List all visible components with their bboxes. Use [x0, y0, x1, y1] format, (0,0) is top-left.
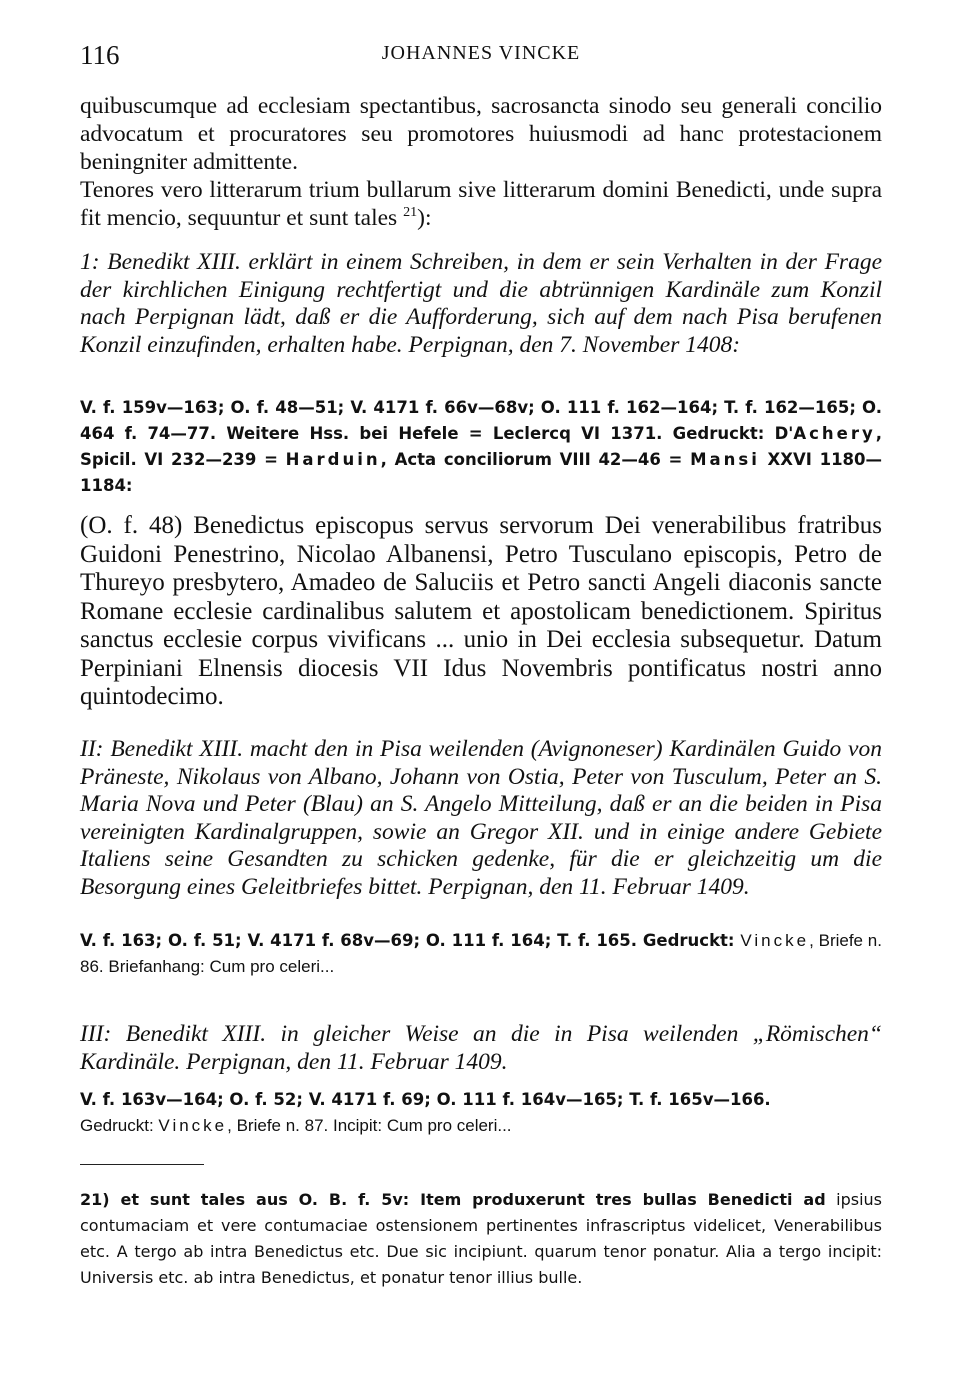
source-text: V. f. 163; O. f. 51; V. 4171 f. 68v—69; O. 111 f. 164; T. f. 165. Gedruckt:	[80, 931, 735, 950]
author-vincke: Vincke	[158, 1116, 228, 1135]
section-1-source-list	[80, 395, 882, 499]
section-3	[80, 1021, 882, 1076]
footnote-divider	[80, 1164, 204, 1165]
section-3-source-list	[80, 1087, 882, 1139]
section-3-heading: III: Benedikt XIII. in gleicher Weise an die in Pisa weilenden „Römischen“ Kardinäle. Perpignan, den 11. Februar 1409.	[80, 1021, 882, 1075]
author-achery: Achery	[793, 424, 876, 443]
source-text: V. f. 159v—163; O. f. 48—51; V. 4171 f. 66v—68v; O. 111 f. 162—164; T. f. 162—165; O. 464 f. 74—77. Weitere Hss. bei Hefele = Leclercq VI 1371. Gedruckt: D'	[80, 398, 882, 443]
intro-paragraph-1: quibuscumque ad ecclesiam spectantibus, sacrosancta sinodo seu generali concilio advocatum et procuratores seu promotores huiusmodi ad hanc protestacionem beningniter admittente.	[80, 93, 882, 175]
section-3-sources	[80, 1087, 882, 1139]
running-title: JOHANNES VINCKE	[381, 42, 581, 64]
letter-text: (O. f. 48) Benedictus episcopus servus servorum Dei venerabilibus fratribus Guidoni Penestrino, Nicolao Albanensi, Petro Tusculano episcopis, Petro de Thureyo presbytero, Amadeo de Saluciis et Petro sancti Angeli diaconis sancte Romane ecclesie cardinalibus salutem et apostolicam benedictionem. Spiritus sanctus ecclesie corpus vivificans ... unio in Dei ecclesia subsequetur. Datum Perpiniani Elnensis diocesis VII Idus Novembris pontificatus nostri anno quintodecimo.	[80, 512, 882, 710]
source-text: , Briefe n. 87. Incipit: Cum pro celeri...	[227, 1116, 512, 1135]
intro-paragraph-2	[80, 176, 882, 232]
footnote-text	[80, 1187, 882, 1291]
section-1-letter	[80, 512, 882, 712]
footnote-body: ipsius contumaciam et vere contumaciae ostensionem pertinentes infrascriptus videlicet, Venerabilibus etc. A tergo ab intra Benedictus etc. Due sic incipiunt. quarum tenor ponatur. Alia a tergo incipit: Universis etc. ab intra Benedictus, et ponatur tenor illius bulle.	[80, 1190, 882, 1287]
author-vincke: Vincke	[740, 931, 810, 950]
section-2-source-list	[80, 928, 882, 980]
source-text: Gedruckt:	[80, 1116, 159, 1135]
footnote-lead: 21) et sunt tales aus O. B. f. 5v: Item produxerunt tres bullas Benedicti ad	[80, 1190, 826, 1209]
source-text: , Briefe n. 86. Briefanhang: Cum pro celeri...	[80, 931, 882, 976]
section-1-sources	[80, 395, 882, 499]
page-header	[80, 40, 882, 72]
footnote-21	[80, 1187, 882, 1291]
intro-paragraph-2-end: ):	[417, 205, 432, 231]
section-2-heading: II: Benedikt XIII. macht den in Pisa weilenden (Avignoneser) Kardinälen Guido von Präneste, Nikolaus von Albano, Johann von Ostia, Peter von Tusculum, Peter an S. Maria Nova und Peter (Blau) an S. Angelo Mitteilung, daß er an die beiden in Pisa vereinigten Kardinalgruppen, sowie an Gregor XII. und in einige andere Gebiete Italiens seine Gesandten zu schicken gedenke, für die er gleichzeitig um die Besorgung eines Geleitbriefes bittet. Perpignan, den 11. Februar 1409.	[80, 736, 882, 900]
section-1-heading: 1: Benedikt XIII. erklärt in einem Schreiben, in dem er sein Verhalten in der Frage der kirchlichen Einigung rechtfertigt und die abtrünnigen Kardinäle zum Konzil nach Perpignan lädt, daß er die Aufforderung, sich auf dem nach Pisa berufenen Konzil einzufinden, erhalten habe. Perpignan, den 7. November 1408:	[80, 249, 882, 358]
page-number: 116	[80, 40, 120, 70]
author-mansi: Mansi	[690, 450, 760, 469]
footnote-ref-21: 21	[403, 204, 418, 221]
source-text: , Acta conciliorum VIII 42—46 =	[380, 450, 691, 469]
intro-block	[80, 92, 882, 232]
source-text: V. f. 163v—164; O. f. 52; V. 4171 f. 69; O. 111 f. 164v—165; T. f. 165v—166.	[80, 1090, 771, 1109]
section-2-sources	[80, 928, 882, 980]
source-text: , Spicil. VI 232—239 =	[80, 424, 882, 469]
author-harduin: Harduin	[285, 450, 381, 469]
section-2	[80, 736, 882, 901]
section-1	[80, 249, 882, 359]
intro-paragraph-2-text: Tenores vero litterarum trium bullarum sive litterarum domini Benedicti, unde supra fit mencio, sequuntur et sunt tales	[80, 177, 882, 231]
source-text: XXVI 1180—1184:	[80, 450, 883, 495]
